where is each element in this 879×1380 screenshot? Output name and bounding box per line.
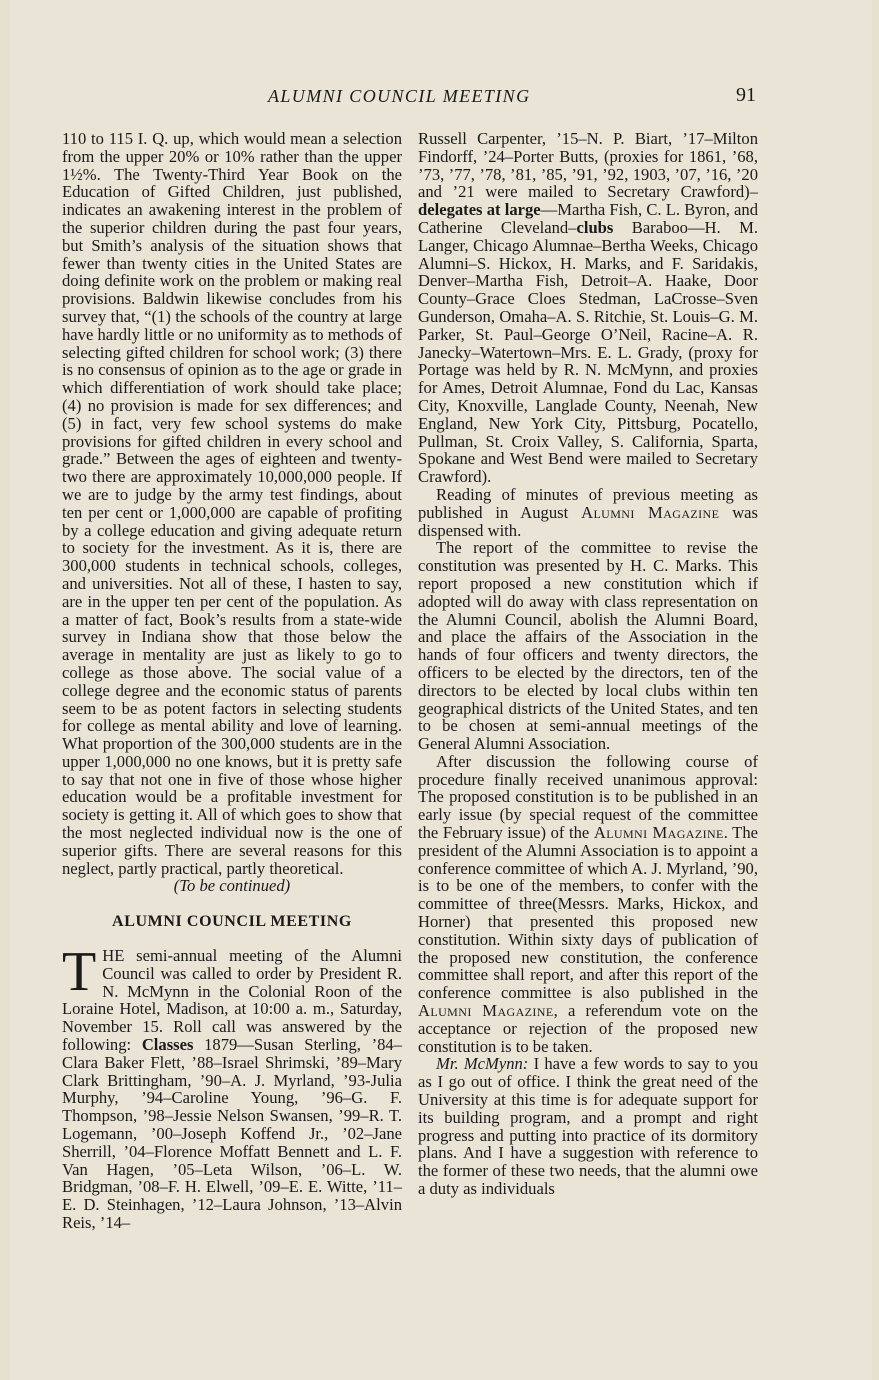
article-paragraph: 110 to 115 I. Q. up, which would mean a selection from the upper 20% or 10% rather than the upper 1½%. The Twenty-Third Year Book on the Education of Gifted Children, just published, indicates an awakening interest in the problem of the superior children during the past four years, but Smith’s analysis of the situation shows that fewer than twenty cities in the United States are doing definite work on the problem or making real provisions. Baldwin likewise concludes from his survey that, “(1) the schools of the country at large have hardly little or no uniformity as to methods of selecting gifted children for school work; (3) there is no consensus of opinion as to the age or grade in which differentiation of work should take place; (4) no provision is made for sex differences; and (5) in fact, very few school systems do make provisions for gifted children in every school and grade.” Between the ages of eighteen and twenty-two there are approximately 10,000,000 people. If we are to judge by the army test findings, about ten per cent or 1,000,000 are capable of profiting by a college education and giving adequate return to society for the investment. As it is, there are 300,000 students in technical schools, colleges, and universities. Not all of these, I hasten to say, are in the upper ten per cent of the population. As a matter of fact, Book’s results from a state-wide survey in Indiana show that those below the average in mentality are just as likely to go to college as those above. The social value of a college degree and the economic status of parents seem to be as potent factors in selecting students for college as mental ability and love of learning. What proportion of the 300,000 students are in the upper 1,000,000 no one knows, but it is pretty safe to say that not one in five of those whose higher education would be a profitable investment for society is getting it. All of which goes to show that the most neglected individual now is the one of superior gifts. There are several reasons for this neglect, partly practical, partly theoretical. [62, 129, 402, 878]
right-column [418, 130, 758, 1198]
running-header [0, 86, 879, 110]
roll-call-text-b: —Martha Fish, C. L. Byron, and Catherine Cleveland– [418, 200, 758, 237]
meeting-text: HE semi-annual meeting of the Alumni Council was called to order by President R. N. McMynn in the Colonial Roon of the Loraine Hotel, Madison, at 10:00 a. m., Saturday, November 15. Roll call was answered by the following: [62, 946, 402, 1055]
meeting-paragraph [62, 941, 402, 1233]
minutes-paragraph [418, 486, 758, 539]
speech-paragraph [418, 1055, 758, 1197]
minutes-text-b: was dispensed with. [418, 502, 758, 540]
roll-call-text-c: Baraboo—H. M. Langer, Chicago Alumnae–Bertha Weeks, Chicago Alumni–S. Hickox, H. Marks, and F. Saridakis, Denver–Martha Fish, Detroit–A. Haake, Door County–Grace Cloes Stedman, LaCrosse–Sven Gunderson, Omaha–A. S. Ritchie, St. Louis–G. M. Parker, St. Paul–George O’Neil, Racine–A. R. Janecky–Watertown–Mrs. E. L. Grady, (proxy for Portage was held by R. N. McMynn, and proxies for Ames, Detroit Alumnae, Fond du Lac, Kansas City, Knoxville, Langlade County, Neenah, New England, New York City, Pittsburg, Pocatello, Pullman, St. Croix Valley, S. California, Sparta, Spokane and West Bend were mailed to Secretary Crawford). [418, 217, 758, 487]
drop-cap: T [62, 941, 97, 1004]
committee-paragraph: The report of the committee to revise the constitution was presented by H. C. Marks. This report proposed a new constitution which if adopted will do away with class representation on the Alumni Council, abolish the Alumni Board, and place the affairs of the Association in the hands of four officers and twenty directors, the officers to be elected by the directors, ten of the directors to be elected by local clubs within ten geographical districts of the United States, and ten to be chosen at semi-annual meetings of the General Alumni Association. [418, 538, 758, 754]
page-number: 91 [736, 84, 756, 106]
discussion-text-c: , a referendum vote on the acceptance or rejection of the proposed new constitution is to be taken. [418, 1001, 758, 1056]
roll-call-text-a: Russell Carpenter, ’15–N. P. Biart, ’17–Milton Findorff, ’24–Porter Butts, (proxies for 1861, ’68, ’73, ’77, ’78, ’81, ’85, ’91, ’92, 1903, ’07, ’16, ’20 and ’21 were mailed to Secretary Crawford)– [418, 129, 758, 202]
clubs-label: clubs [576, 217, 614, 237]
to-be-continued: (To be continued) [173, 876, 291, 896]
running-title: ALUMNI COUNCIL MEETING [268, 86, 531, 106]
left-column [62, 130, 402, 1232]
magazine-name: Alumni Magazine [593, 823, 724, 843]
magazine-name: Alumni Magazine [418, 1001, 554, 1021]
speaker-name: Mr. McMynn: [436, 1054, 529, 1074]
magazine-name: Alumni Magazine [581, 502, 720, 522]
speech-text: I have a few words to say to you as I go out of office. I think the great need of the University at this time is for adequate support for its building program, and a prompt and right progress and putting into practice of its dormitory plans. And I have a suggestion with reference to the former of these two needs, that the alumni owe a duty as individuals [418, 1054, 758, 1199]
minutes-text-a: Reading of minutes of previous meeting as published in August [418, 484, 758, 522]
roll-call-continued [418, 130, 758, 486]
section-heading: ALUMNI COUNCIL MEETING [112, 913, 352, 931]
classes-list: 1879—Susan Sterling, ’84–Clara Baker Flett, ’88–Israel Shrimski, ’89–Mary Clark Brittingham, ’90–A. J. Myrland, ’93-Julia Murphy, ’94–Caroline Young, ’96–G. F. Thompson, ’98–Jessie Nelson Swansen, ’99–R. T. Logemann, ’00–Joseph Koffend Jr., ’02–Jane Sherrill, ’04–Florence Moffatt Bennett and L. F. Van Hagen, ’05–Leta Wilson, ’06–L. W. Bridgman, ’08–F. H. Elwell, ’09–E. E. Witte, ’11–E. D. Steinhagen, ’12–Laura Johnson, ’13–Alvin Reis, ’14– [62, 1035, 402, 1233]
discussion-paragraph [418, 753, 758, 1056]
delegates-label: delegates at large [418, 200, 541, 220]
classes-label: Classes [141, 1035, 194, 1055]
discussion-text-b: . The president of the Alumni Association is to appoint a conference committee of which A. J. Myrland, ’90, is to be one of the members, to confer with the committee of three(Messrs. Marks, Hickox, and Horner) that presented this proposed new constitution. Within sixty days of publication of the proposed new constitution, the conference committee shall report, and after this report of the conference committee is also published in the [418, 823, 758, 1003]
discussion-text-a: After discussion the following course of procedure finally received unanimous approval: The proposed constitution is to be published in an early issue (by special request of the committee the February issue) of the [418, 751, 758, 843]
